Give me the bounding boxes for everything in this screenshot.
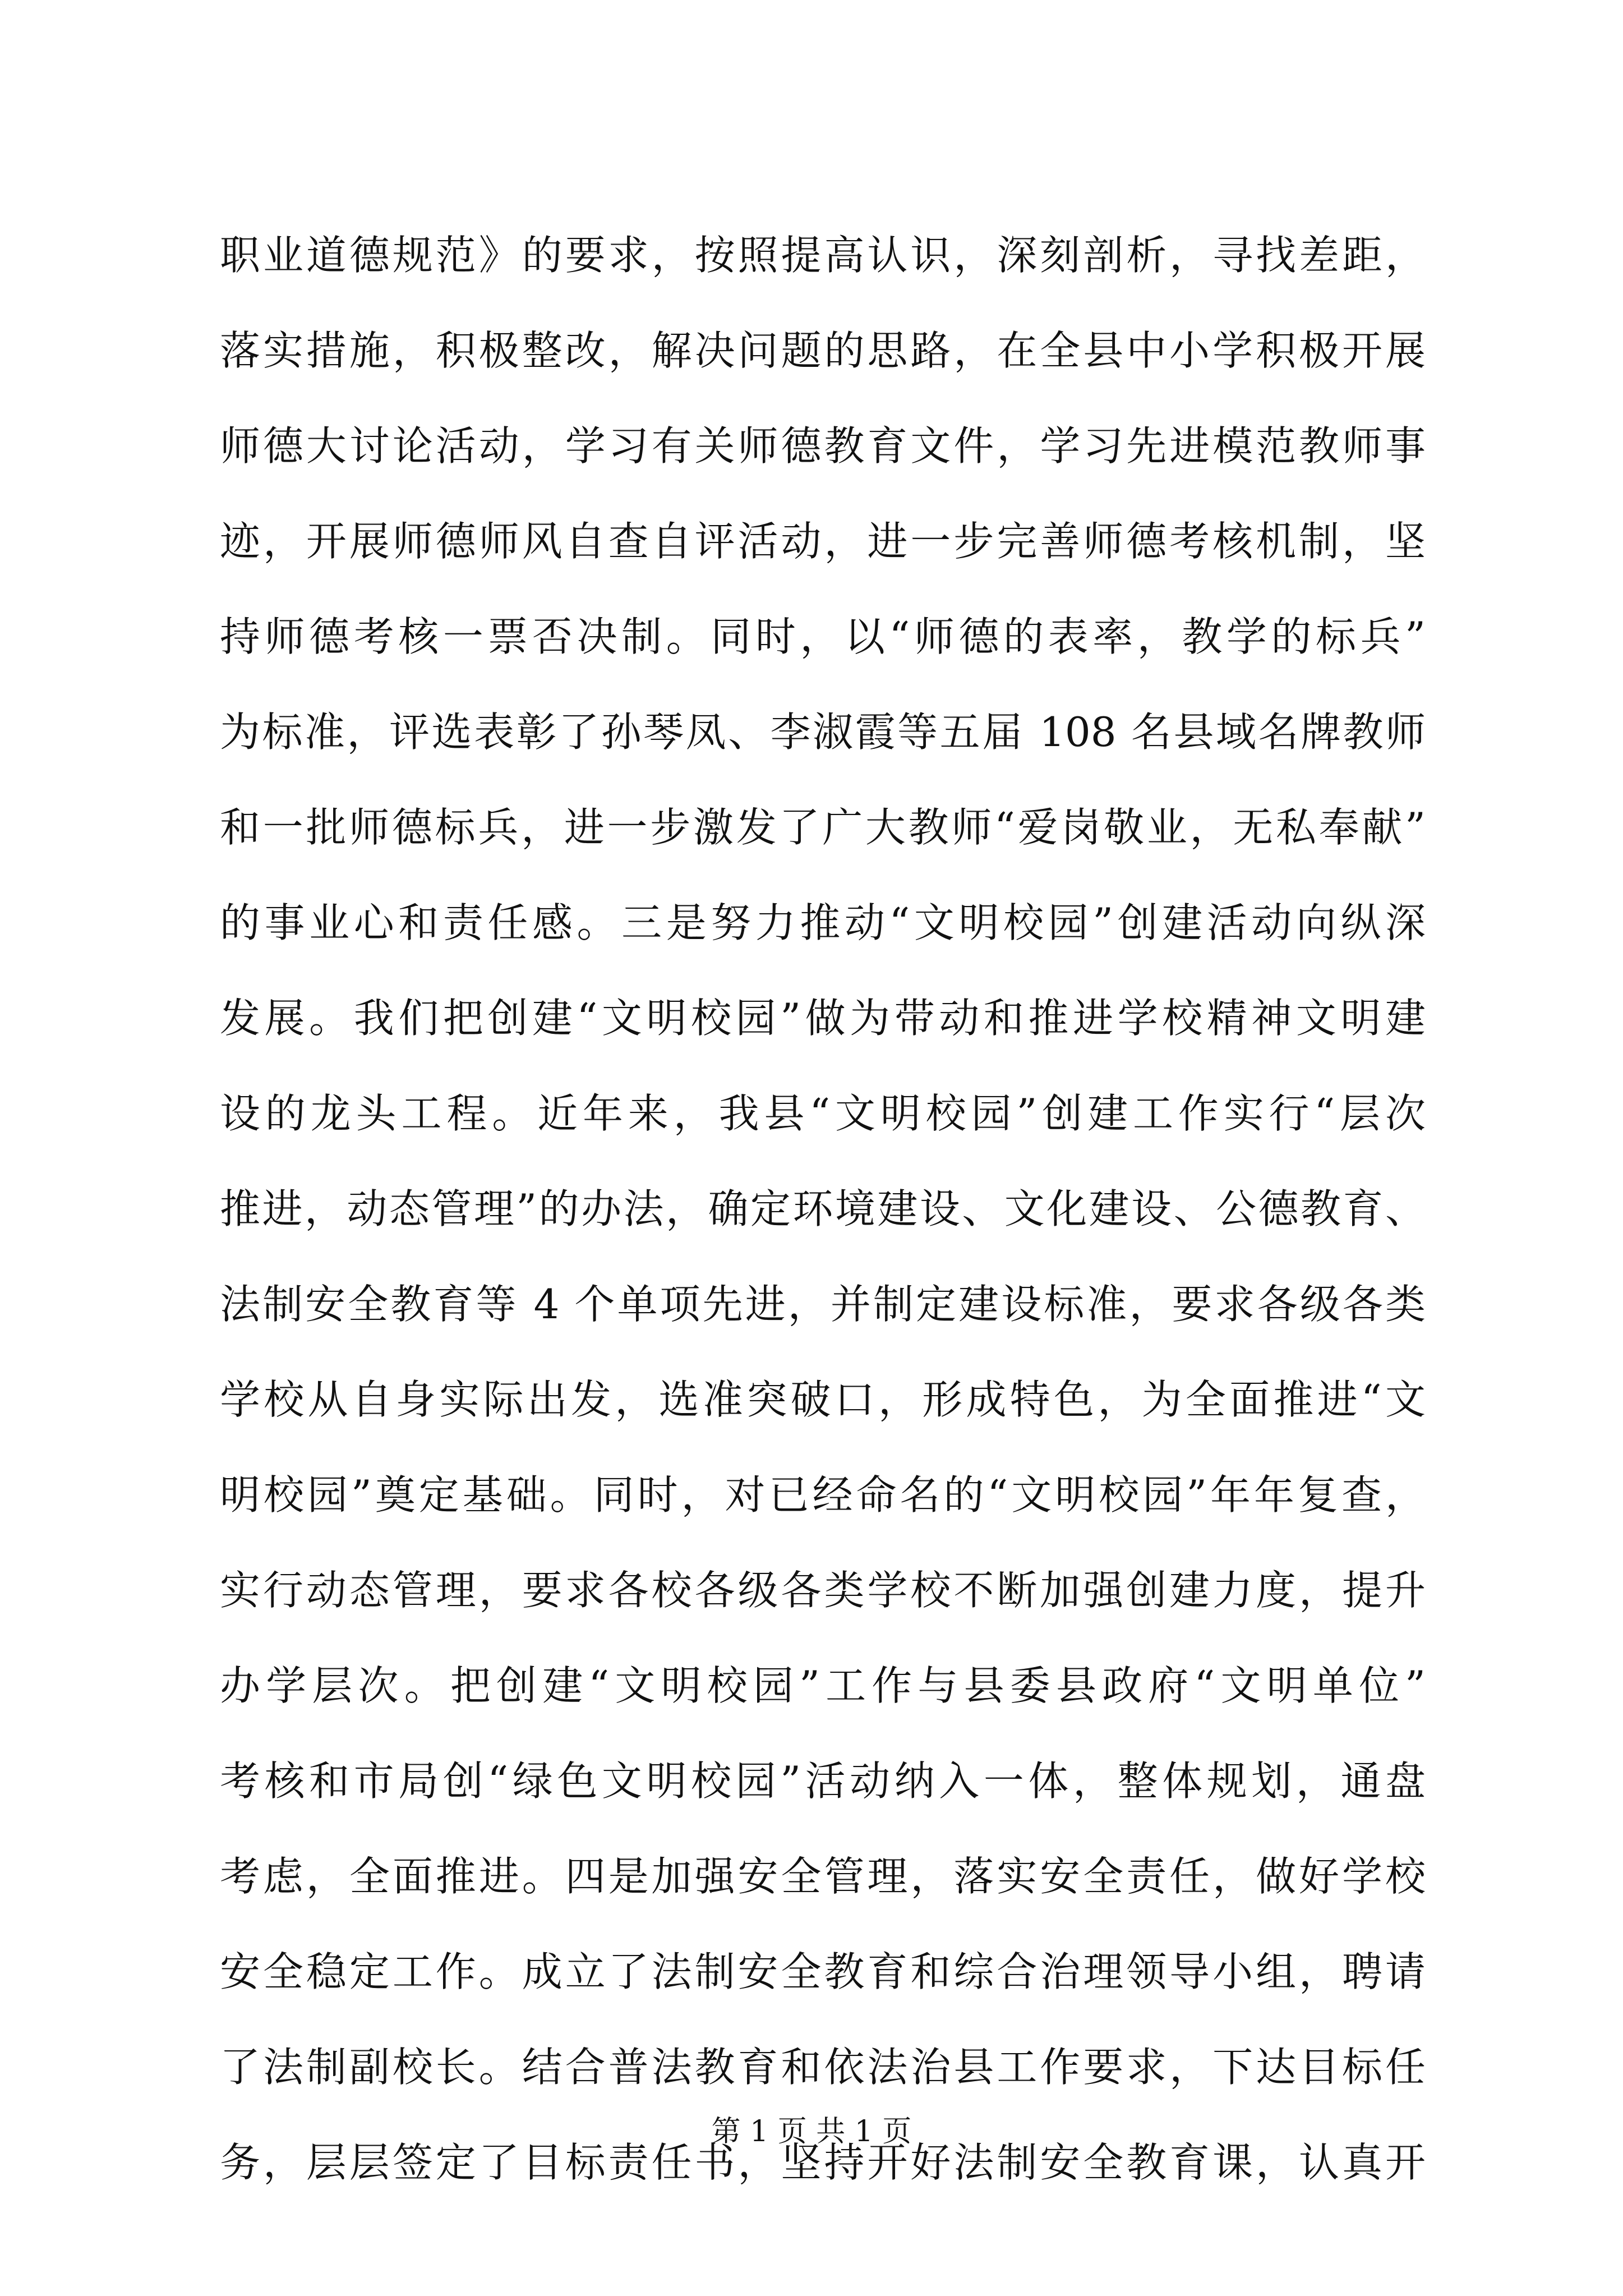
text-line: 实行动态管理，要求各校各级各类学校不断加强创建力度，提升: [220, 1567, 1426, 1614]
text-line: 办学层次。把创建“文明校园”工作与县委县政府“文明单位”: [220, 1662, 1426, 1709]
text-line: 为标准，评选表彰了孙琴凤、李淑霞等五届 108 名县域名牌教师: [220, 708, 1426, 756]
text-line: 推进，动态管理”的办法，确定环境建设、文化建设、公德教育、: [220, 1185, 1426, 1232]
text-line: 迹，开展师德师风自查自评活动，进一步完善师德考核机制，坚: [220, 518, 1426, 565]
text-line: 持师德考核一票否决制。同时，以“师德的表率，教学的标兵”: [220, 613, 1426, 660]
text-line: 务，层层签定了目标责任书，坚持开好法制安全教育课，认真开: [220, 2139, 1426, 2186]
text-line: 考核和市局创“绿色文明校园”活动纳入一体，整体规划，通盘: [220, 1757, 1426, 1805]
page-footer: [0, 2109, 1623, 2154]
text-line: 职业道德规范》的要求，按照提高认识，深刻剖析，寻找差距，: [220, 232, 1426, 279]
text-line: 考虑，全面推进。四是加强安全管理，落实安全责任，做好学校: [220, 1853, 1426, 1900]
text-line: 安全稳定工作。成立了法制安全教育和综合治理领导小组，聘请: [220, 1948, 1426, 1995]
page-number: 第 1 页 共 1 页: [711, 2115, 912, 2148]
text-line: 落实措施，积极整改，解决问题的思路，在全县中小学积极开展: [220, 327, 1426, 374]
text-line: 学校从自身实际出发，选准突破口，形成特色，为全面推进“文: [220, 1376, 1426, 1423]
text-line: 发展。我们把创建“文明校园”做为带动和推进学校精神文明建: [220, 995, 1426, 1042]
text-line: 和一批师德标兵，进一步激发了广大教师“爱岗敬业，无私奉献”: [220, 804, 1426, 851]
body-text: [220, 208, 1426, 2210]
text-line: 了法制副校长。结合普法教育和依法治县工作要求，下达目标任: [220, 2044, 1426, 2091]
text-line: 的事业心和责任感。三是努力推动“文明校园”创建活动向纵深: [220, 899, 1426, 946]
text-line: 明校园”奠定基础。同时，对已经命名的“文明校园”年年复查，: [220, 1471, 1426, 1519]
text-line: 设的龙头工程。近年来，我县“文明校园”创建工作实行“层次: [220, 1090, 1426, 1137]
text-line: 法制安全教育等 4 个单项先进，并制定建设标准，要求各级各类: [220, 1281, 1426, 1328]
text-line: 师德大讨论活动，学习有关师德教育文件，学习先进模范教师事: [220, 422, 1426, 470]
